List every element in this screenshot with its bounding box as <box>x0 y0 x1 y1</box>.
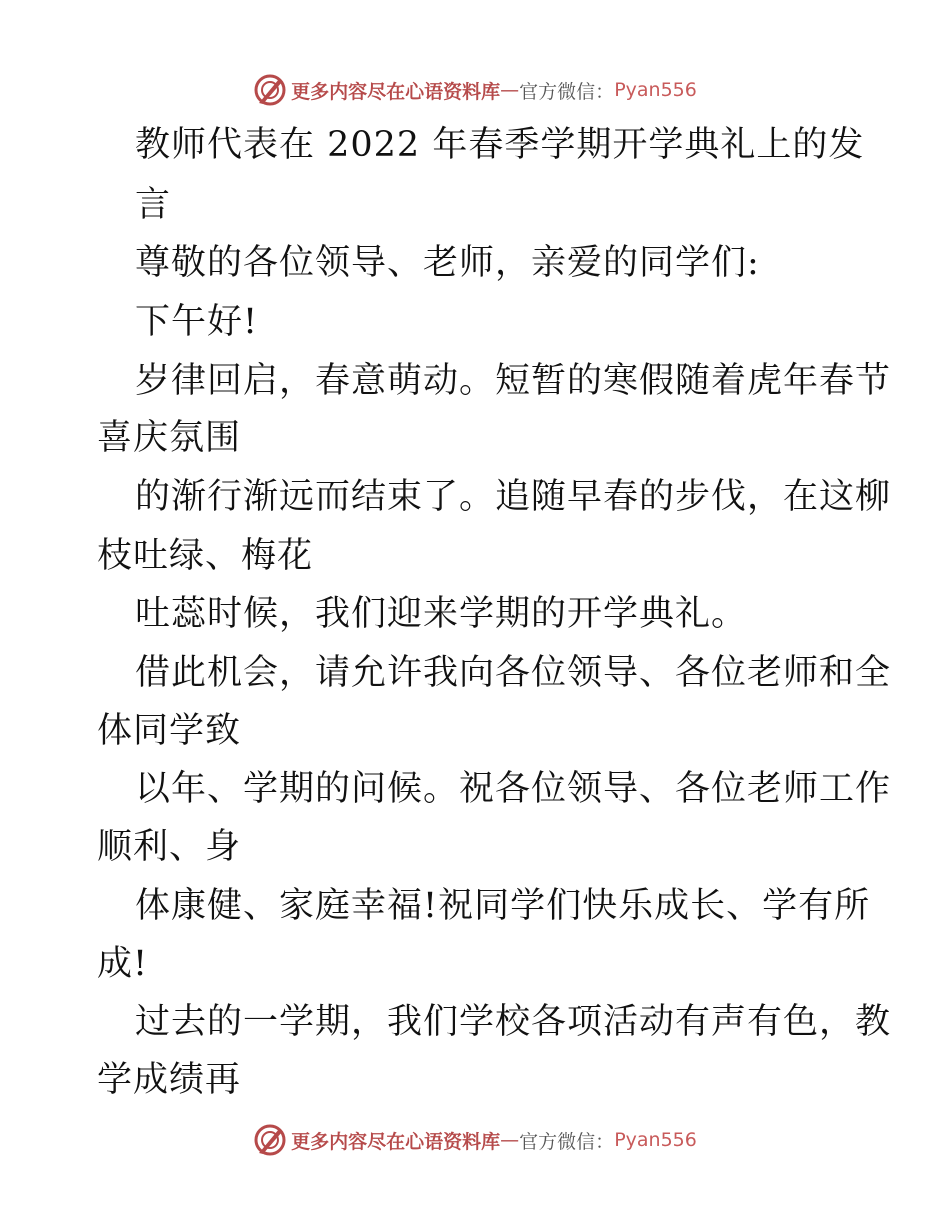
watermark-dash: — <box>500 1129 520 1151</box>
doc-line: 岁律回启，春意萌动。短暂的寒假随着虎年春节 <box>135 361 892 401</box>
quill-logo-icon <box>253 73 287 107</box>
doc-line: 的渐行渐远而结束了。追随早春的步伐，在这柳 <box>135 477 892 517</box>
watermark-wechat-id: Pyan556 <box>614 1129 697 1151</box>
watermark-wechat-label: 官方微信： <box>519 80 615 103</box>
doc-line: 吐蕊时候，我们迎来学期的开学典礼。 <box>135 594 748 634</box>
doc-line: 体康健、家庭幸福!祝同学们快乐成长、学有所 <box>135 886 871 926</box>
watermark-brand: 更多内容尽在心语资料库 <box>291 1130 501 1153</box>
doc-line: 枝吐绿、梅花 <box>97 536 314 576</box>
watermark-brand: 更多内容尽在心语资料库 <box>291 80 501 103</box>
doc-title-line: 言 <box>135 185 172 225</box>
doc-line: 下午好! <box>135 302 259 342</box>
doc-line: 体同学致 <box>97 711 242 751</box>
watermark-dash: — <box>500 79 520 101</box>
doc-line: 成! <box>97 944 149 984</box>
doc-line: 顺利、身 <box>97 827 242 867</box>
quill-logo-icon <box>253 1123 287 1157</box>
doc-line: 借此机会，请允许我向各位领导、各位老师和全 <box>135 653 892 693</box>
doc-line: 喜庆氛围 <box>97 418 242 458</box>
doc-line: 以年、学期的问候。祝各位领导、各位老师工作 <box>135 769 892 809</box>
doc-line: 尊敬的各位领导、老师，亲爱的同学们: <box>135 243 760 283</box>
doc-title-line: 教师代表在 2022 年春季学期开学典礼上的发 <box>135 125 865 165</box>
doc-line: 过去的一学期，我们学校各项活动有声有色，教 <box>135 1002 892 1042</box>
watermark-wechat-id: Pyan556 <box>614 79 697 101</box>
doc-line: 学成绩再 <box>97 1060 242 1100</box>
watermark-wechat-label: 官方微信： <box>519 1130 615 1153</box>
header-watermark <box>0 70 950 110</box>
footer-watermark <box>0 1120 950 1160</box>
